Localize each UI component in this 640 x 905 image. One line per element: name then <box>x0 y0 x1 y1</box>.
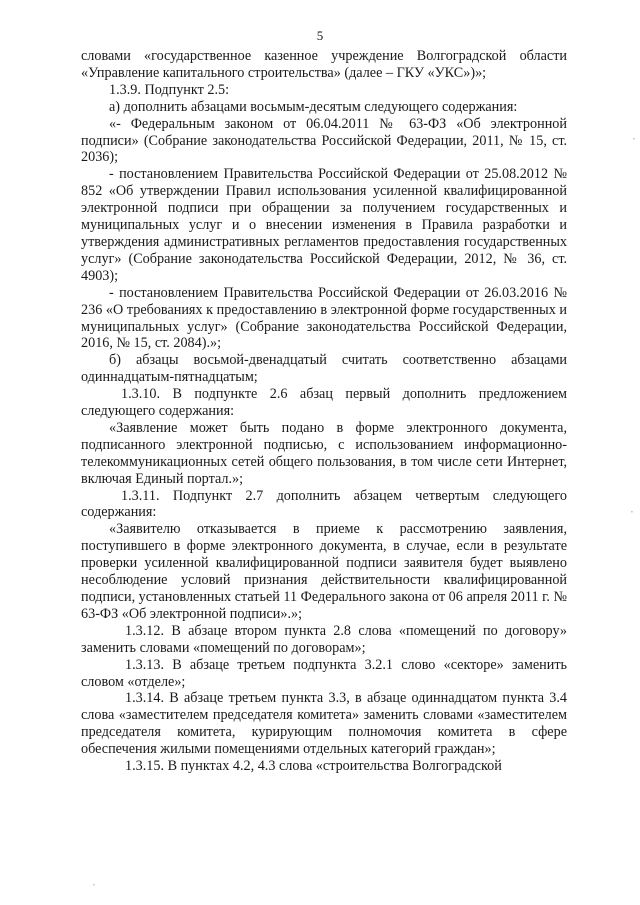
paragraph: 1.3.11. Подпункт 2.7 дополнить абзацем четвертым следующего содержания: <box>81 487 567 521</box>
document-body <box>81 48 567 775</box>
paragraph: «Заявление может быть подано в форме электронного документа, подписанного электронной подписью, с использованием информационно-телекоммуникационных сетей общего пользования, в том числе сети Интернет, включая Единый портал.»; <box>81 419 567 487</box>
scan-margin-mark: · <box>630 505 634 519</box>
paragraph: «Заявителю отказывается в приеме к рассмотрению заявления, поступившего в форме электронного документа, в случае, если в результате проверки усиленной квалифицированной подписи заявителя будет выявлено несоблюдение условий признания действительности квалифицированной подписи, установленных статьей 11 Федерального закона от 06 апреля 2011 г. № 63-ФЗ «Об электронной подписи».»; <box>81 521 567 622</box>
paragraph: - постановлением Правительства Российской Федерации от 26.03.2016 № 236 «О требованиях к предоставлению в электронной форме государственных и муниципальных услуг» (Собрание законодательства Российской Федерации, 2016, № 15, ст. 2084).»; <box>81 284 567 352</box>
scan-margin-mark: · <box>92 878 96 892</box>
paragraph: «- Федеральным законом от 06.04.2011 № 63-ФЗ «Об электронной подписи» (Собрание законодательства Российской Федерации, 2011, № 15, ст. 2036); <box>81 115 567 166</box>
page-number: 5 <box>316 28 324 43</box>
paragraph: 1.3.10. В подпункте 2.6 абзац первый дополнить предложением следующего содержания: <box>81 386 567 420</box>
paragraph: словами «государственное казенное учреждение Волгоградской области «Управление капитального строительства» (далее – ГКУ «УКС»)»; <box>81 48 567 81</box>
paragraph: - постановлением Правительства Российской Федерации от 25.08.2012 № 852 «Об утверждении Правил использования усиленной квалифицированной электронной подписи при обращении за получением государственных и муниципальных услуг и о внесении изменения в Правила разработки и утверждения административных регламентов предоставления государственных услуг» (Собрание законодательства Российской Федерации, 2012, № 36, ст. 4903); <box>81 166 567 284</box>
paragraph: а) дополнить абзацами восьмым-десятым следующего содержания: <box>109 98 518 115</box>
scan-margin-mark: · <box>632 132 636 146</box>
paragraph: 1.3.14. В абзаце третьем пункта 3.3, в абзаце одиннадцатом пункта 3.4 слова «заместителем председателя комитета» заменить словами «заместителем председателя комитета, курирующим полномочия комитета в сфере обеспечения жилыми помещениями отдельных категорий граждан»; <box>81 690 567 758</box>
paragraph: 1.3.15. В пунктах 4.2, 4.3 слова «строительства Волгоградской <box>125 758 502 775</box>
paragraph: б) абзацы восьмой-двенадцатый считать соответственно абзацами одиннадцатым-пятнадцатым; <box>81 352 567 386</box>
paragraph: 1.3.12. В абзаце втором пункта 2.8 слова «помещений по договору» заменить словами «помещений по договорам»; <box>81 622 567 656</box>
paragraph: 1.3.9. Подпункт 2.5: <box>109 81 230 98</box>
paragraph: 1.3.13. В абзаце третьем подпункта 3.2.1 слово «секторе» заменить словом «отделе»; <box>81 656 567 690</box>
